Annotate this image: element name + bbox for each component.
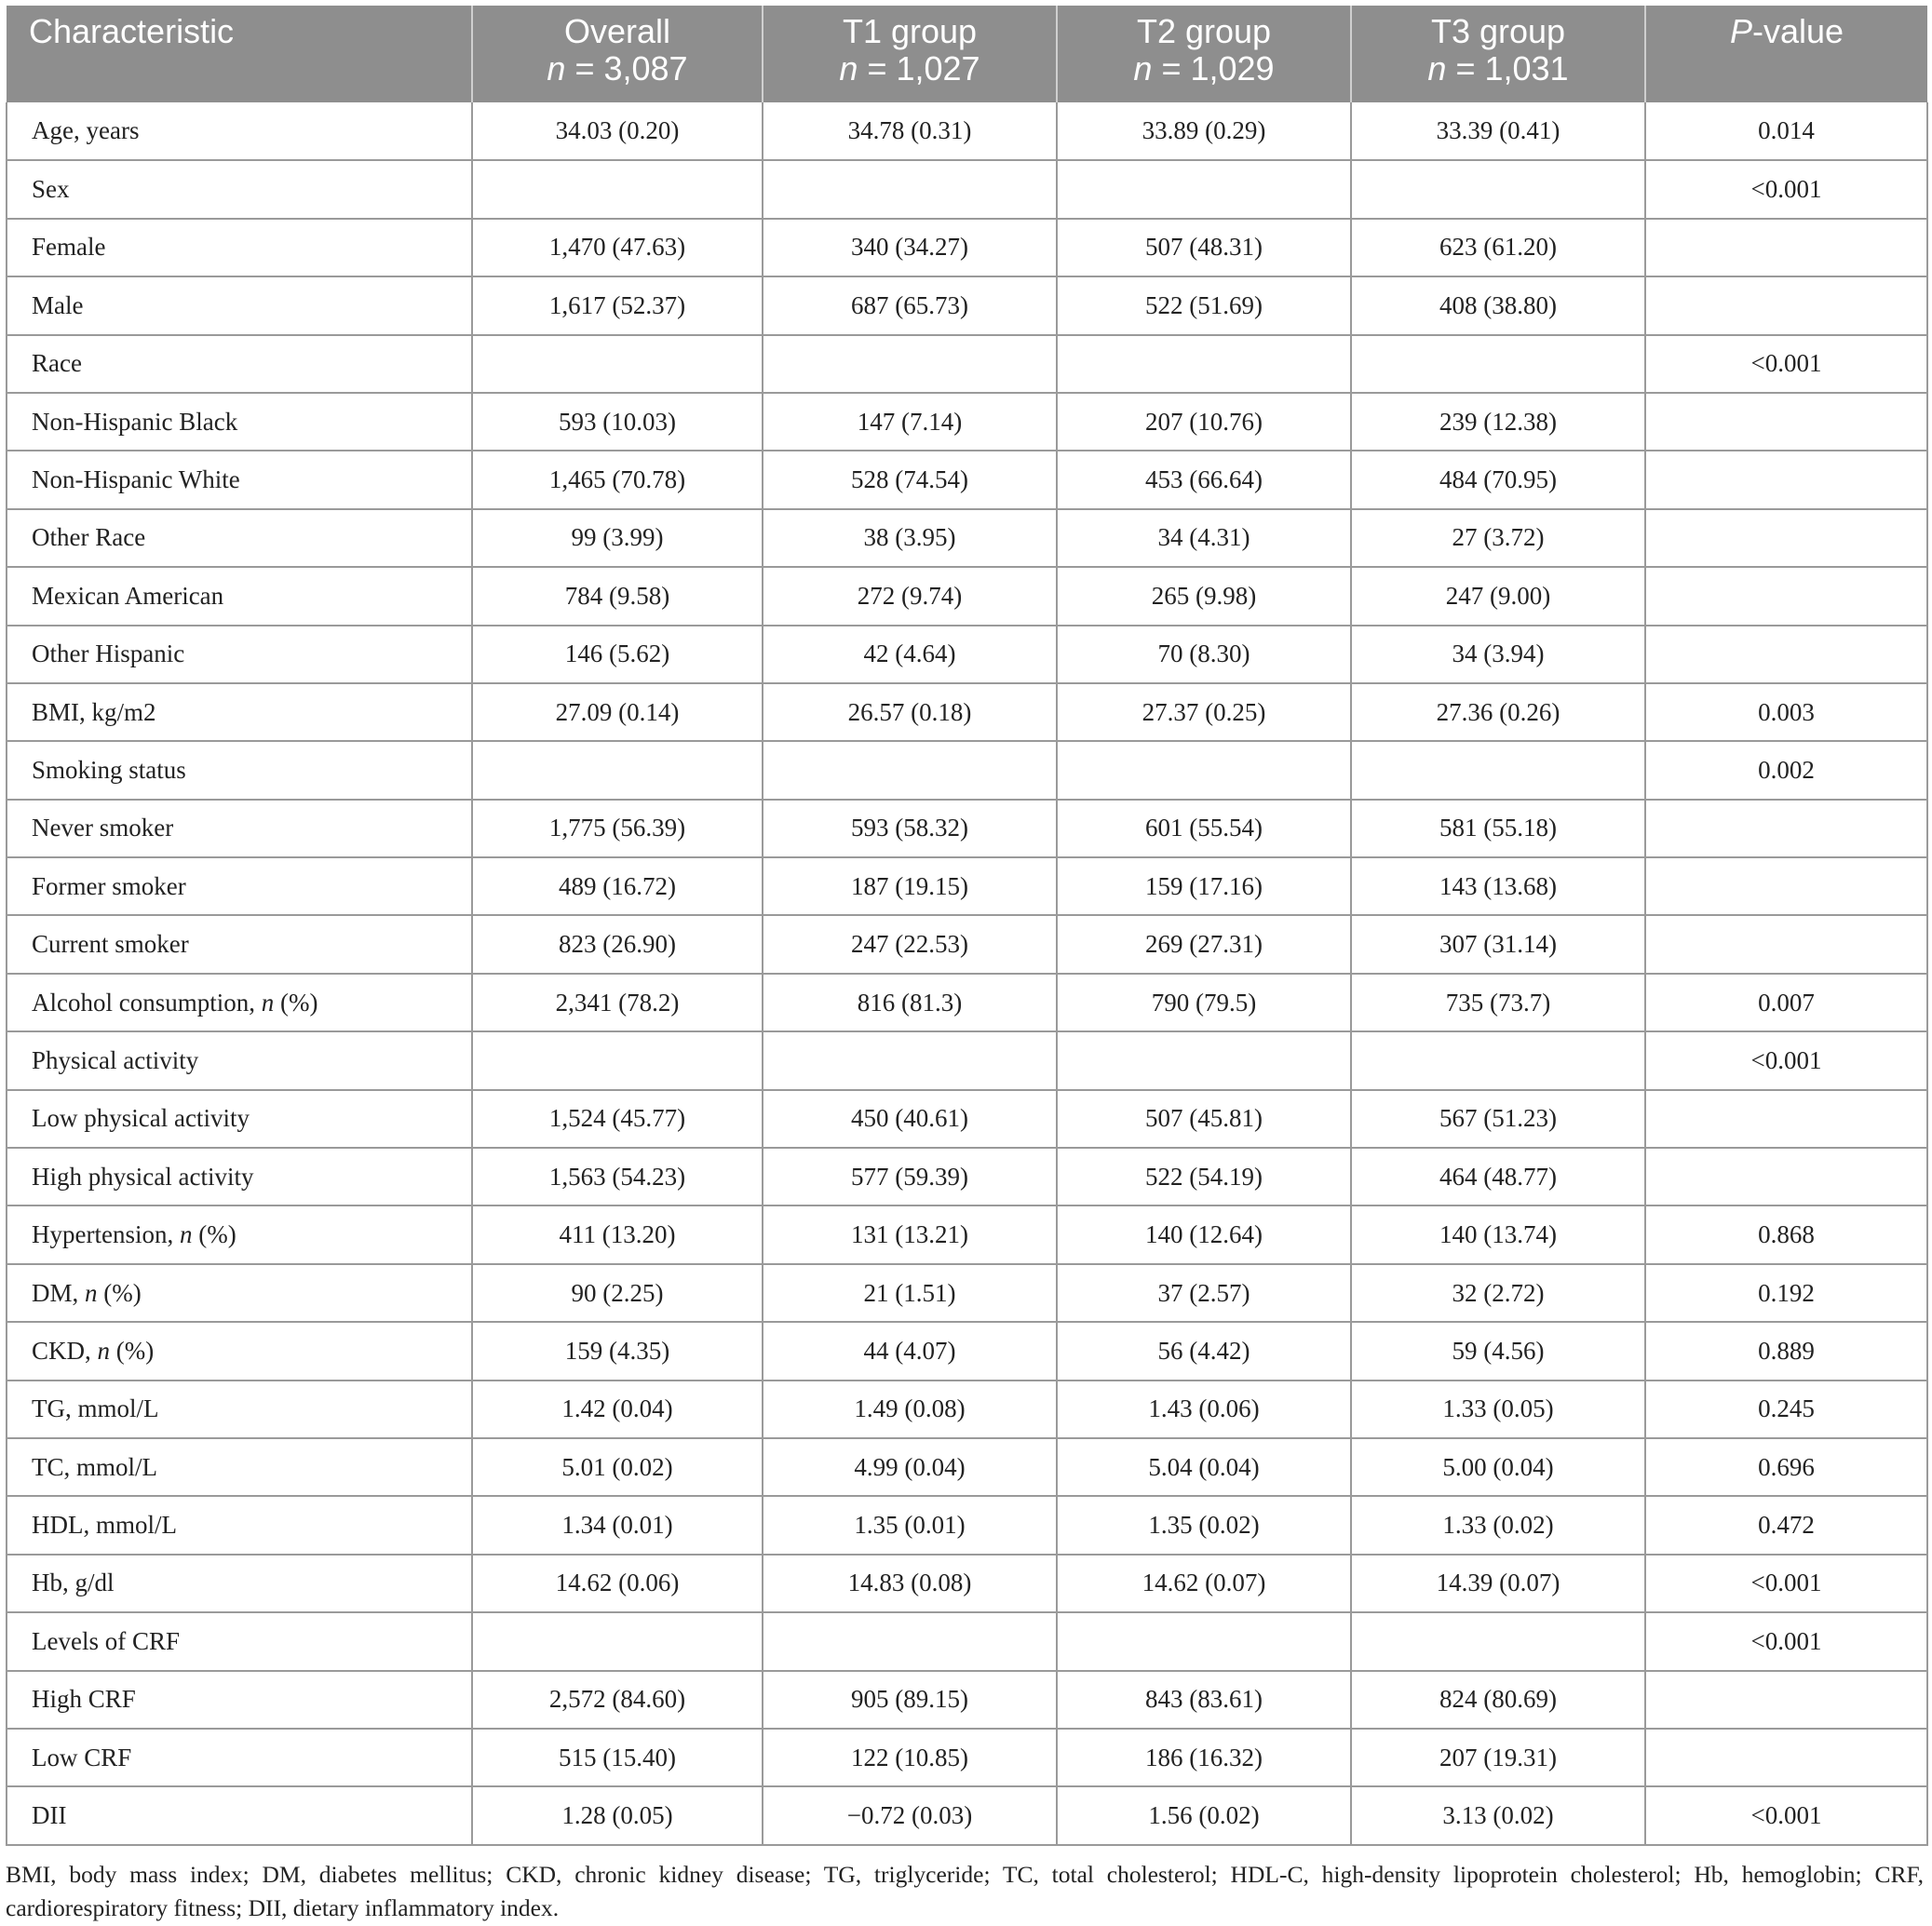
characteristics-table-container: [6, 6, 1926, 1846]
header-cell-4: [1351, 6, 1645, 102]
row-label: DM, n (%): [7, 1264, 472, 1322]
row-label: High CRF: [7, 1671, 472, 1729]
table-cell: 522 (54.19): [1057, 1148, 1351, 1205]
table-cell: [1351, 160, 1645, 218]
table-cell: [472, 1031, 763, 1089]
table-cell: 0.868: [1645, 1205, 1927, 1263]
table-row: [7, 335, 1927, 393]
table-cell: 484 (70.95): [1351, 451, 1645, 508]
table-row: [7, 1555, 1927, 1612]
table-cell: 44 (4.07): [763, 1322, 1057, 1380]
table-cell: 823 (26.90): [472, 915, 763, 973]
table-cell: 33.39 (0.41): [1351, 102, 1645, 160]
row-label: Current smoker: [7, 915, 472, 973]
table-cell: [472, 741, 763, 799]
table-row: [7, 1381, 1927, 1438]
row-label: Low physical activity: [7, 1090, 472, 1148]
header-cell-3: [1057, 6, 1351, 102]
table-row: [7, 1671, 1927, 1729]
table-cell: [1645, 451, 1927, 508]
table-cell: [763, 1031, 1057, 1089]
row-label: Never smoker: [7, 800, 472, 857]
row-label: Non-Hispanic Black: [7, 393, 472, 451]
table-cell: 567 (51.23): [1351, 1090, 1645, 1148]
header-subtitle: n = 1,031: [1427, 49, 1569, 88]
header-title: T3 group: [1430, 12, 1566, 50]
table-cell: 408 (38.80): [1351, 276, 1645, 334]
table-cell: 489 (16.72): [472, 857, 763, 915]
table-cell: 90 (2.25): [472, 1264, 763, 1322]
table-cell: [1645, 276, 1927, 334]
table-cell: 0.014: [1645, 102, 1927, 160]
table-cell: 593 (58.32): [763, 800, 1057, 857]
table-row: [7, 1786, 1927, 1844]
table-cell: 143 (13.68): [1351, 857, 1645, 915]
table-row: [7, 1090, 1927, 1148]
table-row: [7, 1264, 1927, 1322]
table-cell: 122 (10.85): [763, 1729, 1057, 1786]
table-cell: [1645, 1671, 1927, 1729]
table-cell: 99 (3.99): [472, 509, 763, 567]
table-cell: 14.83 (0.08): [763, 1555, 1057, 1612]
table-cell: 0.472: [1645, 1496, 1927, 1554]
table-cell: 1,563 (54.23): [472, 1148, 763, 1205]
table-body: [7, 102, 1927, 1845]
table-cell: 507 (45.81): [1057, 1090, 1351, 1148]
table-cell: [1645, 1729, 1927, 1786]
table-row: [7, 1322, 1927, 1380]
table-cell: 687 (65.73): [763, 276, 1057, 334]
table-cell: 1.33 (0.02): [1351, 1496, 1645, 1554]
table-row: [7, 626, 1927, 683]
table-cell: 1.34 (0.01): [472, 1496, 763, 1554]
table-cell: 340 (34.27): [763, 219, 1057, 276]
table-cell: <0.001: [1645, 1555, 1927, 1612]
table-cell: <0.001: [1645, 335, 1927, 393]
table-cell: 186 (16.32): [1057, 1729, 1351, 1786]
table-row: [7, 1729, 1927, 1786]
table-cell: 1.33 (0.05): [1351, 1381, 1645, 1438]
table-cell: 140 (13.74): [1351, 1205, 1645, 1263]
table-cell: 140 (12.64): [1057, 1205, 1351, 1263]
table-cell: 0.002: [1645, 741, 1927, 799]
header-subtitle: n = 1,027: [839, 49, 980, 88]
table-cell: 784 (9.58): [472, 567, 763, 625]
table-cell: [472, 160, 763, 218]
row-label: HDL, mmol/L: [7, 1496, 472, 1554]
table-cell: 1,524 (45.77): [472, 1090, 763, 1148]
table-cell: 528 (74.54): [763, 451, 1057, 508]
table-cell: [472, 335, 763, 393]
table-cell: <0.001: [1645, 1031, 1927, 1089]
row-label: Female: [7, 219, 472, 276]
characteristics-table: [6, 6, 1928, 1846]
table-cell: 2,341 (78.2): [472, 974, 763, 1031]
row-label: TC, mmol/L: [7, 1438, 472, 1496]
table-cell: <0.001: [1645, 1786, 1927, 1844]
table-cell: 272 (9.74): [763, 567, 1057, 625]
table-cell: 0.889: [1645, 1322, 1927, 1380]
table-cell: 1.35 (0.01): [763, 1496, 1057, 1554]
table-cell: 1,617 (52.37): [472, 276, 763, 334]
table-cell: 34 (4.31): [1057, 509, 1351, 567]
table-cell: [1351, 741, 1645, 799]
table-cell: 5.04 (0.04): [1057, 1438, 1351, 1496]
table-cell: 522 (51.69): [1057, 276, 1351, 334]
table-cell: [1351, 1031, 1645, 1089]
row-label: Other Race: [7, 509, 472, 567]
table-cell: 411 (13.20): [472, 1205, 763, 1263]
table-row: [7, 1205, 1927, 1263]
table-cell: 507 (48.31): [1057, 219, 1351, 276]
table-cell: 42 (4.64): [763, 626, 1057, 683]
table-cell: 131 (13.21): [763, 1205, 1057, 1263]
table-cell: 623 (61.20): [1351, 219, 1645, 276]
table-cell: 1.28 (0.05): [472, 1786, 763, 1844]
table-row: [7, 1148, 1927, 1205]
table-cell: [1645, 915, 1927, 973]
table-cell: 601 (55.54): [1057, 800, 1351, 857]
table-cell: 453 (66.64): [1057, 451, 1351, 508]
row-label: Low CRF: [7, 1729, 472, 1786]
header-subtitle: n = 3,087: [547, 49, 688, 88]
table-cell: 34.03 (0.20): [472, 102, 763, 160]
table-cell: 1,465 (70.78): [472, 451, 763, 508]
table-cell: [1057, 335, 1351, 393]
table-cell: 14.39 (0.07): [1351, 1555, 1645, 1612]
table-cell: [763, 1612, 1057, 1670]
table-cell: 824 (80.69): [1351, 1671, 1645, 1729]
row-label: BMI, kg/m2: [7, 683, 472, 741]
table-row: [7, 683, 1927, 741]
table-cell: 14.62 (0.06): [472, 1555, 763, 1612]
table-cell: 593 (10.03): [472, 393, 763, 451]
table-cell: 32 (2.72): [1351, 1264, 1645, 1322]
table-cell: <0.001: [1645, 1612, 1927, 1670]
table-cell: [1645, 800, 1927, 857]
table-cell: 816 (81.3): [763, 974, 1057, 1031]
table-cell: 0.192: [1645, 1264, 1927, 1322]
table-cell: [1057, 160, 1351, 218]
table-cell: 27.36 (0.26): [1351, 683, 1645, 741]
header-cell-0: [7, 6, 472, 102]
table-row: [7, 974, 1927, 1031]
table-cell: 247 (9.00): [1351, 567, 1645, 625]
table-row: [7, 1496, 1927, 1554]
table-cell: [763, 160, 1057, 218]
table-cell: 27 (3.72): [1351, 509, 1645, 567]
table-cell: 247 (22.53): [763, 915, 1057, 973]
header-title: P-value: [1729, 12, 1844, 50]
row-label: Alcohol consumption, n (%): [7, 974, 472, 1031]
table-cell: [472, 1612, 763, 1670]
row-label: Non-Hispanic White: [7, 451, 472, 508]
table-row: [7, 160, 1927, 218]
row-label: Hypertension, n (%): [7, 1205, 472, 1263]
table-cell: 34 (3.94): [1351, 626, 1645, 683]
table-cell: [1057, 1031, 1351, 1089]
table-cell: 2,572 (84.60): [472, 1671, 763, 1729]
table-cell: 26.57 (0.18): [763, 683, 1057, 741]
table-cell: 735 (73.7): [1351, 974, 1645, 1031]
table-cell: [763, 335, 1057, 393]
table-cell: 1.43 (0.06): [1057, 1381, 1351, 1438]
table-row: [7, 509, 1927, 567]
header-subtitle: n = 1,029: [1133, 49, 1275, 88]
table-cell: [1351, 1612, 1645, 1670]
table-cell: 33.89 (0.29): [1057, 102, 1351, 160]
row-label: Levels of CRF: [7, 1612, 472, 1670]
table-cell: [1057, 1612, 1351, 1670]
table-cell: 27.37 (0.25): [1057, 683, 1351, 741]
table-row: [7, 102, 1927, 160]
table-cell: 37 (2.57): [1057, 1264, 1351, 1322]
table-cell: 5.01 (0.02): [472, 1438, 763, 1496]
table-cell: 207 (10.76): [1057, 393, 1351, 451]
table-cell: 207 (19.31): [1351, 1729, 1645, 1786]
table-row: [7, 1612, 1927, 1670]
header-title: T2 group: [1136, 12, 1272, 50]
row-label: High physical activity: [7, 1148, 472, 1205]
table-cell: [1645, 219, 1927, 276]
table-cell: 307 (31.14): [1351, 915, 1645, 973]
table-cell: 1,470 (47.63): [472, 219, 763, 276]
table-cell: [1057, 741, 1351, 799]
row-label: Physical activity: [7, 1031, 472, 1089]
table-row: [7, 451, 1927, 508]
table-cell: 159 (4.35): [472, 1322, 763, 1380]
table-cell: 27.09 (0.14): [472, 683, 763, 741]
table-cell: 59 (4.56): [1351, 1322, 1645, 1380]
table-cell: 269 (27.31): [1057, 915, 1351, 973]
table-cell: 1.49 (0.08): [763, 1381, 1057, 1438]
table-cell: 843 (83.61): [1057, 1671, 1351, 1729]
row-label: Smoking status: [7, 741, 472, 799]
header-cell-2: [763, 6, 1057, 102]
table-cell: [1645, 626, 1927, 683]
table-cell: [763, 741, 1057, 799]
table-cell: 239 (12.38): [1351, 393, 1645, 451]
header-title: Characteristic: [29, 12, 235, 50]
table-cell: 265 (9.98): [1057, 567, 1351, 625]
table-row: [7, 276, 1927, 334]
table-cell: 0.007: [1645, 974, 1927, 1031]
header-cell-5: [1645, 6, 1927, 102]
row-label: TG, mmol/L: [7, 1381, 472, 1438]
table-cell: 187 (19.15): [763, 857, 1057, 915]
row-label: Former smoker: [7, 857, 472, 915]
table-cell: 1.35 (0.02): [1057, 1496, 1351, 1554]
table-cell: 0.696: [1645, 1438, 1927, 1496]
row-label: Male: [7, 276, 472, 334]
row-label: DII: [7, 1786, 472, 1844]
table-row: [7, 1031, 1927, 1089]
table-cell: [1645, 1090, 1927, 1148]
table-cell: 464 (48.77): [1351, 1148, 1645, 1205]
table-cell: 38 (3.95): [763, 509, 1057, 567]
table-cell: 4.99 (0.04): [763, 1438, 1057, 1496]
table-cell: 5.00 (0.04): [1351, 1438, 1645, 1496]
row-label: Other Hispanic: [7, 626, 472, 683]
table-cell: 581 (55.18): [1351, 800, 1645, 857]
table-row: [7, 857, 1927, 915]
header-title: Overall: [563, 12, 671, 50]
table-cell: 905 (89.15): [763, 1671, 1057, 1729]
table-row: [7, 567, 1927, 625]
table-cell: 450 (40.61): [763, 1090, 1057, 1148]
table-row: [7, 219, 1927, 276]
table-row: [7, 800, 1927, 857]
header-row: [7, 6, 1927, 102]
table-cell: 146 (5.62): [472, 626, 763, 683]
table-cell: 56 (4.42): [1057, 1322, 1351, 1380]
table-cell: 515 (15.40): [472, 1729, 763, 1786]
header-cell-1: [472, 6, 763, 102]
row-label: Race: [7, 335, 472, 393]
table-footnote: BMI, body mass index; DM, diabetes mellitus; CKD, chronic kidney disease; TG, triglyceride; TC, total cholesterol; HDL-C, high-density lipoprotein cholesterol; Hb, hemoglobin; CRF, cardiorespiratory fitness; DII, dietary inflammatory index.: [6, 1861, 1924, 1921]
row-label: CKD, n (%): [7, 1322, 472, 1380]
row-label: Sex: [7, 160, 472, 218]
table-cell: [1645, 393, 1927, 451]
table-row: [7, 915, 1927, 973]
table-cell: 1,775 (56.39): [472, 800, 763, 857]
table-cell: <0.001: [1645, 160, 1927, 218]
table-cell: −0.72 (0.03): [763, 1786, 1057, 1844]
row-label: Age, years: [7, 102, 472, 160]
table-header: [7, 6, 1927, 102]
row-label: Hb, g/dl: [7, 1555, 472, 1612]
table-cell: 147 (7.14): [763, 393, 1057, 451]
table-cell: 1.56 (0.02): [1057, 1786, 1351, 1844]
table-cell: 0.003: [1645, 683, 1927, 741]
table-cell: [1645, 509, 1927, 567]
table-row: [7, 393, 1927, 451]
table-cell: [1351, 335, 1645, 393]
table-row: [7, 741, 1927, 799]
table-cell: 3.13 (0.02): [1351, 1786, 1645, 1844]
table-cell: [1645, 567, 1927, 625]
table-cell: 14.62 (0.07): [1057, 1555, 1351, 1612]
header-title: T1 group: [842, 12, 978, 50]
table-cell: 21 (1.51): [763, 1264, 1057, 1322]
table-cell: 790 (79.5): [1057, 974, 1351, 1031]
table-cell: 34.78 (0.31): [763, 102, 1057, 160]
table-cell: 70 (8.30): [1057, 626, 1351, 683]
table-cell: [1645, 857, 1927, 915]
table-row: [7, 1438, 1927, 1496]
table-cell: 577 (59.39): [763, 1148, 1057, 1205]
row-label: Mexican American: [7, 567, 472, 625]
table-cell: 159 (17.16): [1057, 857, 1351, 915]
table-cell: 1.42 (0.04): [472, 1381, 763, 1438]
table-cell: 0.245: [1645, 1381, 1927, 1438]
table-cell: [1645, 1148, 1927, 1205]
